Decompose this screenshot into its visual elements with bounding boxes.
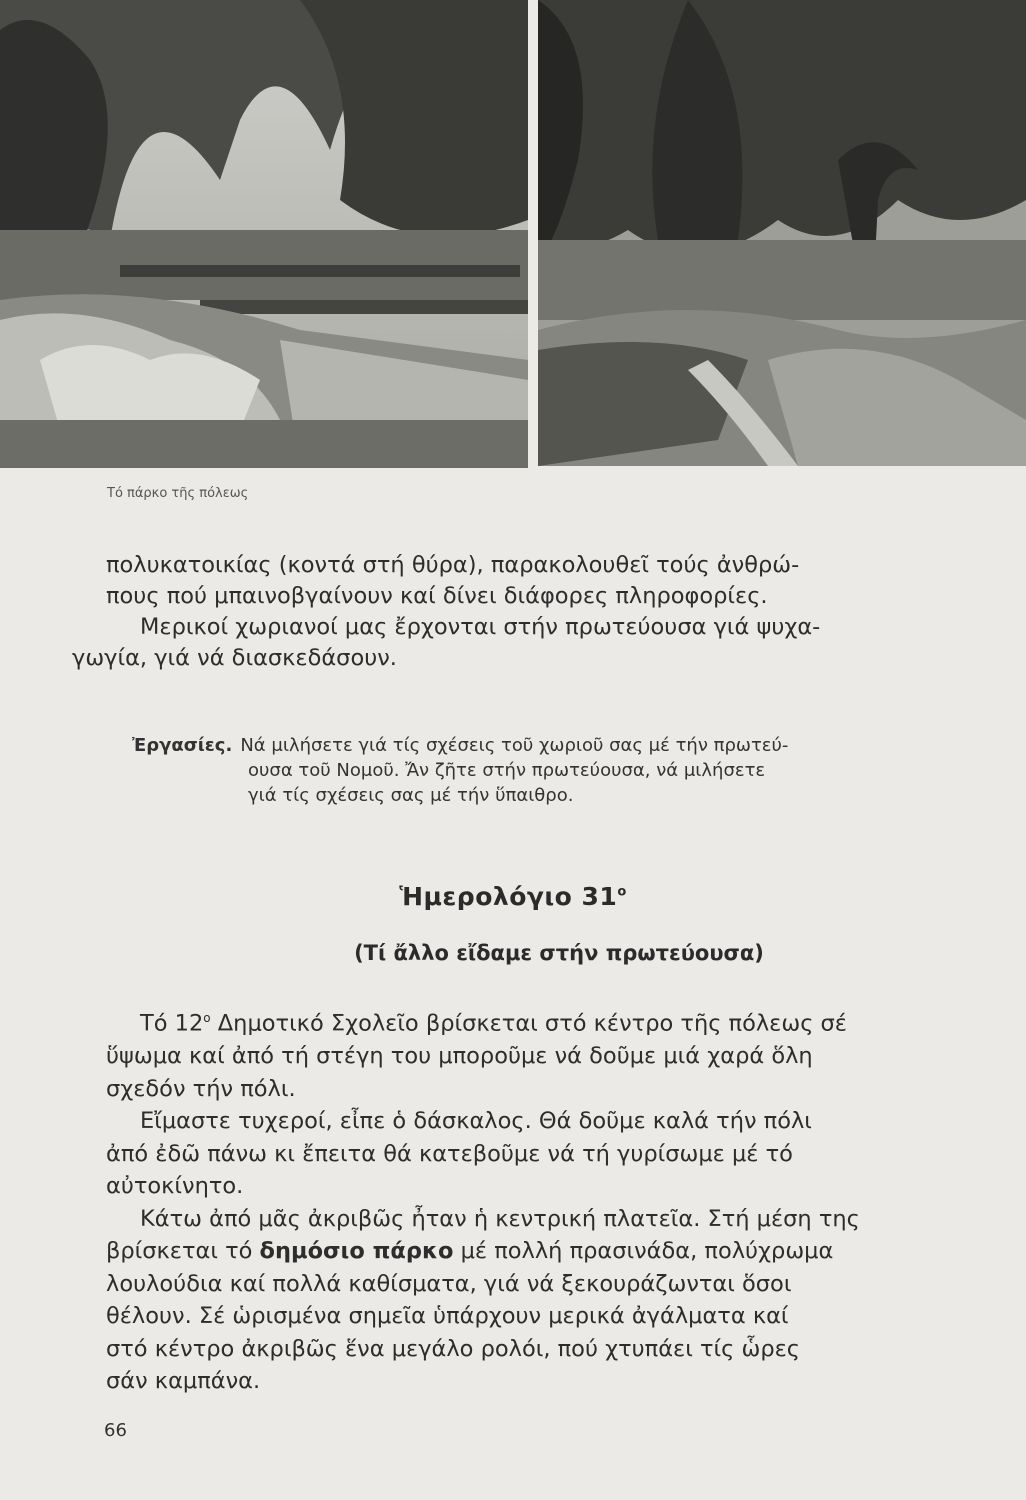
diary-heading-title: Ἡμερολόγιο 31 [399,882,618,911]
photo-caption: Τό πάρκο τῆς πόλεως [107,486,249,501]
body-p1-line-1: Δημοτικό Σχολεῖο βρίσκεται στό κέντρο τῆς πόλεως σέ [210,1010,847,1037]
body-p3-line-3: λουλούδια καί πολλά καθίσματα, γιά νά ξεκουράζωνται ὅσοι [106,1270,792,1297]
body-p1-prefix: Τό 12 [140,1010,204,1037]
body-p3-line-4: θέλουν. Σέ ὡρισμένα σημεῖα ὑπάρχουν μερικά ἀγάλματα καί [106,1303,789,1329]
body-paragraph-1 [106,1002,958,1040]
park-photo-right [538,0,1026,466]
body-p2-line-3: αὐτοκίνητο. [106,1173,244,1199]
diary-body [106,1002,958,1398]
diary-subtitle-text: (Τί ἄλλο εἴδαμε στήν πρωτεύουσα) [354,941,764,965]
tasks-line-3: γιά τίς σχέσεις σας μέ τήν ὕπαιθρο. [248,785,574,806]
tasks-line-2: ουσα τοῦ Νομοῦ. Ἄν ζῆτε στήν πρωτεύουσα, νά μιλήσετε [248,760,766,781]
tasks-label: Ἐργασίες. [132,735,233,756]
tasks-section [132,733,962,808]
body-p1-sup: ο [203,1011,211,1025]
body-p2-line-2: ἀπό ἐδῶ πάνω κι ἔπειτα θά κατεβοῦμε νά τή γυρίσωμε μέ τό [106,1140,793,1167]
body-p1-line-3: σχεδόν τήν πόλι. [106,1075,296,1102]
public-park-term: δημόσιο πάρκο [259,1238,454,1264]
body-p3-line-5: στό κέντρο ἀκριβῶς ἕνα μεγάλο ρολόι, πού χτυπάει τίς ὧρες [106,1335,800,1362]
diary-heading [0,882,1026,911]
body-p2-line-1: Εἴμαστε τυχεροί, εἶπε ὁ δάσκαλος. Θά δοῦμε καλά τήν πόλι [140,1108,812,1134]
body-p3-line-2 [106,1235,958,1268]
park-photo-left [0,0,528,468]
park-photo-left-image [0,0,528,468]
diary-heading-superscript: ο [617,884,627,900]
paragraph-2-line-2: γωγία, γιά νά διασκεδάσουν. [72,645,397,671]
park-photo-right-image [538,0,1026,466]
body-p3-line-1: Κάτω ἀπό μᾶς ἀκριβῶς ἦταν ἡ κεντρική πλατεῖα. Στή μέση της [140,1205,860,1232]
paragraph-1-line-2: πους πού μπαινοβγαίνουν καί δίνει διάφορες πληροφορίες. [106,583,768,609]
body-p3-line-2-pre: βρίσκεται τό [106,1238,260,1264]
diary-subtitle [0,941,1026,965]
tasks-line-1: Νά μιλήσετε γιά τίς σχέσεις τοῦ χωριοῦ σας μέ τήν πρωτεύ- [240,735,789,756]
paragraph-2-line-1: Μερικοί χωριανοί μας ἔρχονται στήν πρωτεύουσα γιά ψυχα- [140,614,821,640]
paragraph-1-line-1: πολυκατοικίας (κοντά στή θύρα), παρακολουθεῖ τούς ἀνθρώ- [106,552,800,578]
body-p1-line-2: ὕψωμα καί ἀπό τή στέγη του μποροῦμε νά δοῦμε μιά χαρά ὅλη [106,1043,813,1069]
body-p3-line-2-post: μέ πολλή πρασινάδα, πολύχρωμα [453,1238,834,1264]
continuation-text [72,550,958,674]
body-p3-line-6: σάν καμπάνα. [106,1368,261,1394]
paragraph-1 [106,550,958,612]
paragraph-2 [72,612,958,674]
page-number: 66 [104,1420,127,1441]
